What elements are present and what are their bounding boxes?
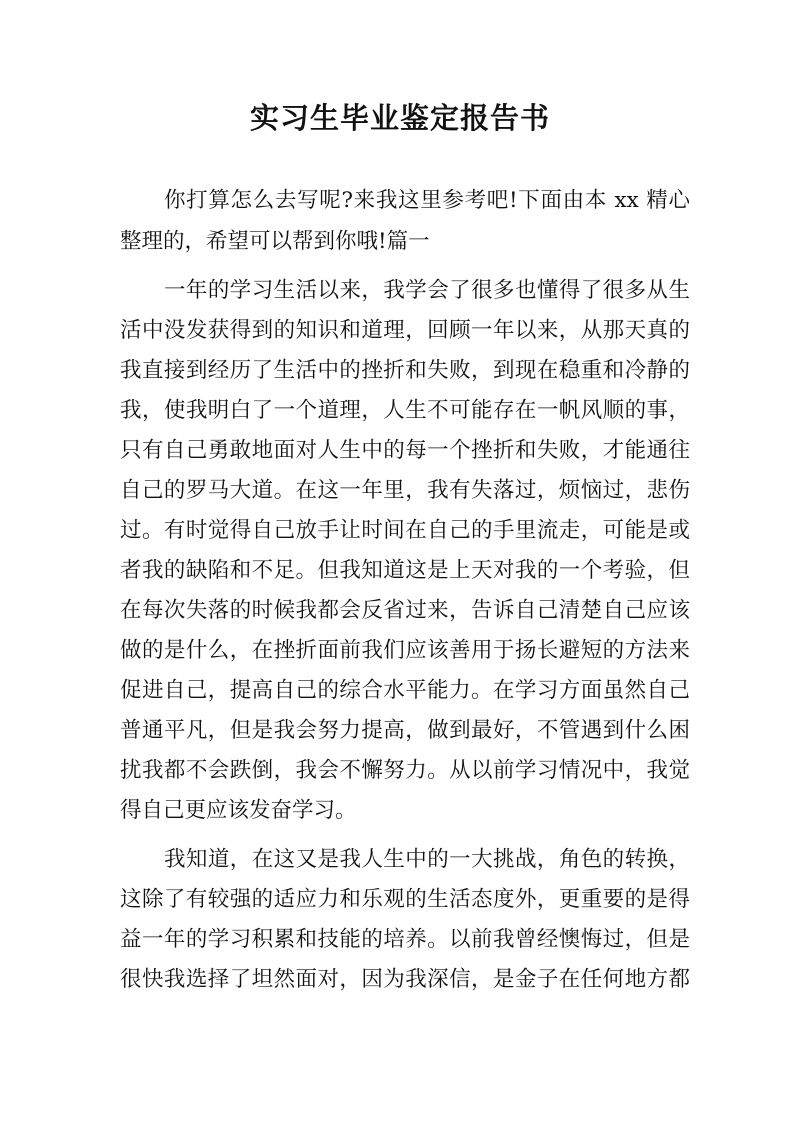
paragraph-line: 扰我都不会跌倒，我会不懈努力。从以前学习情况中，我觉 [120,758,690,783]
paragraph-line: 我直接到经历了生活中的挫折和失败，到现在稳重和冷静的 [120,358,690,383]
paragraph-line: 活中没发获得到的知识和道理，回顾一年以来，从那天真的 [120,318,690,343]
paragraph-line: 我，使我明白了一个道理，人生不可能存在一帆风顺的事， [120,398,690,423]
paragraph-line: 普通平凡，但是我会努力提高，做到最好，不管遇到什么困 [120,718,690,743]
paragraph-line: 者我的缺陷和不足。但我知道这是上天对我的一个考验，但 [120,558,690,583]
paragraph-line: 你打算怎么去写呢?来我这里参考吧!下面由本 xx 精心 [164,188,690,213]
paragraph-line: 在每次失落的时候我都会反省过来，告诉自己清楚自己应该 [120,598,690,623]
paragraph-line: 做的是什么，在挫折面前我们应该善用于扬长避短的方法来 [120,638,690,663]
paragraph-line: 过。有时觉得自己放手让时间在自己的手里流走，可能是或 [120,518,690,543]
paragraph-line: 得自己更应该发奋学习。 [120,798,357,823]
document-title: 实习生毕业鉴定报告书 [249,101,550,135]
paragraph-line: 很快我选择了坦然面对，因为我深信，是金子在任何地方都 [120,967,690,992]
paragraph-line: 只有自己勇敢地面对人生中的每一个挫折和失败，才能通往 [120,438,690,463]
paragraph-line: 这除了有较强的适应力和乐观的生活态度外，更重要的是得 [120,887,690,912]
paragraph-line: 益一年的学习积累和技能的培养。以前我曾经懊悔过，但是 [120,927,690,952]
paragraph-line: 整理的，希望可以帮到你哦!篇一 [120,229,430,254]
paragraph-line: 自己的罗马大道。在这一年里，我有失落过，烦恼过，悲伤 [120,478,690,503]
paragraph-line: 我知道，在这又是我人生中的一大挑战，角色的转换， [164,847,690,872]
paragraph-line: 一年的学习生活以来，我学会了很多也懂得了很多从生 [164,278,690,303]
paragraph-line: 促进自己，提高自己的综合水平能力。在学习方面虽然自己 [120,678,690,703]
